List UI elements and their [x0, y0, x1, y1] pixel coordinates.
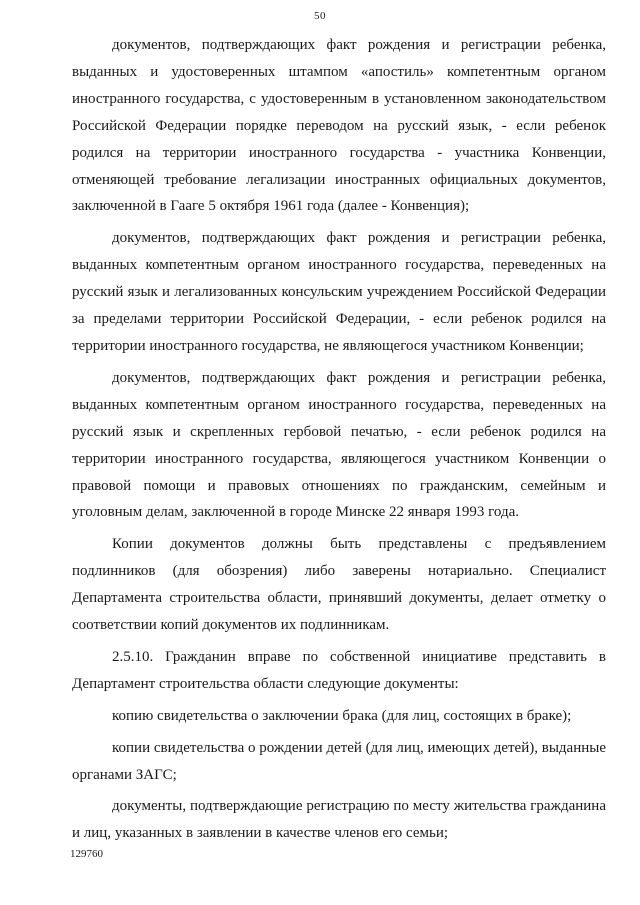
paragraph-residence-registration: документы, подтверждающие регистрацию по месту жительства гражданина и лиц, указанных в заявлении в качестве членов его семьи;	[72, 798, 606, 842]
paragraph-apostille-documents: документов, подтверждающих факт рождения и регистрации ребенка, выданных и удостоверенных штампом «апостиль» компетентным органом иностранного государства, с удостоверенным в установленном законодательством Российской Федерации порядке переводом на русский язык, - если ребенок родился на территории иностранного государства - участника Конвенции, отменяющей требование легализации иностранных официальных документов, заключенной в Гааге 5 октября 1961 года (далее - Конвенция);	[72, 37, 606, 215]
paragraph-birth-certificates: копии свидетельства о рождении детей (для лиц, имеющих детей), выданные органами ЗАГС;	[72, 739, 606, 783]
document-footer-code: 129760	[70, 848, 103, 860]
paragraph-copies-certification: Копии документов должны быть представлены с предъявлением подлинников (для обозрения) либо заверены нотариально. Специалист Департамента строительства области, принявший документы, делает отметку о соответствии копий документов их подлинникам.	[72, 536, 606, 634]
paragraph-minsk-convention-documents: документов, подтверждающих факт рождения и регистрации ребенка, выданных компетентным органом иностранного государства, переведенных на русский язык и скрепленных гербовой печатью, - если ребенок родился на территории иностранного государства, являющегося участником Конвенции о правовой помощи и правовых отношениях по гражданским, семейным и уголовным делам, заключенной в городе Минске 22 января 1993 года.	[72, 369, 606, 521]
document-body	[72, 32, 606, 847]
paragraph-consular-legalized-documents: документов, подтверждающих факт рождения и регистрации ребенка, выданных компетентным органом иностранного государства, переведенных на русский язык и легализованных консульским учреждением Российской Федерации за пределами территории Российской Федерации, - если ребенок родился на территории иностранного государства, не являющегося участником Конвенции;	[72, 230, 606, 354]
paragraph-marriage-certificate: копию свидетельства о заключении брака (для лиц, состоящих в браке);	[112, 707, 572, 724]
paragraph-clause-2-5-10: 2.5.10. Гражданин вправе по собственной инициативе представить в Департамент строительства области следующие документы:	[72, 648, 606, 692]
page-number: 50	[314, 10, 326, 22]
